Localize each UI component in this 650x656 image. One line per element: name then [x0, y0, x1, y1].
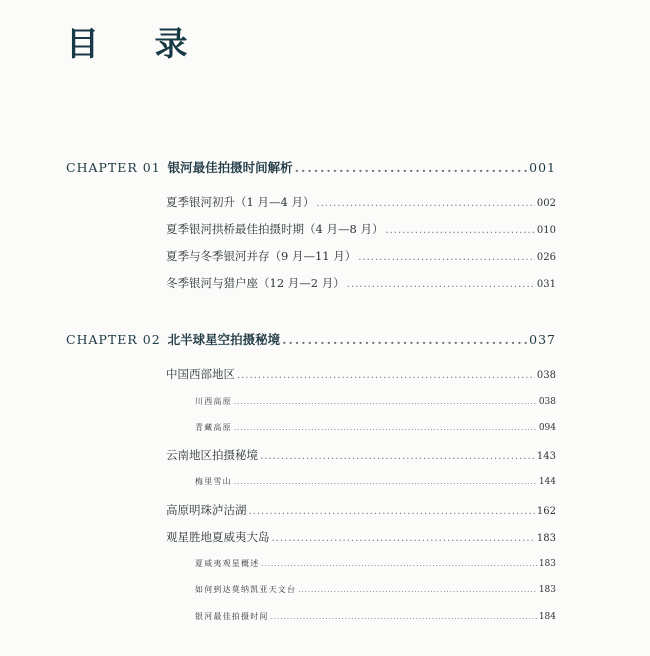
leader-dots: [234, 478, 537, 486]
leader-dots: [282, 332, 527, 347]
toc-subentry[interactable]: [195, 396, 556, 407]
leader-dots: [261, 560, 536, 568]
toc-entry-page: 143: [536, 451, 556, 462]
toc-entry-title: 夏季与冬季银河并存（9 月—11 月）: [166, 249, 357, 263]
toc-entry-title: 高原明珠泸沽湖: [166, 503, 247, 517]
toc-entry-title: 夏季银河初升（1 月—4 月）: [166, 195, 315, 209]
toc-subentry-page: 144: [538, 477, 556, 487]
toc-subentry-title: 川西高原: [195, 397, 232, 406]
toc-entry-title: 夏季银河拱桥最佳拍摄时期（4 月—8 月）: [166, 222, 384, 236]
toc-entry[interactable]: [166, 221, 556, 237]
toc-subentry[interactable]: [195, 558, 556, 569]
toc-subentry-title: 银河最佳拍摄时间: [195, 612, 269, 621]
toc-subentry-title: 青藏高原: [195, 423, 232, 432]
toc-entry[interactable]: [166, 248, 556, 264]
toc-entry-page: 162: [536, 506, 556, 517]
chapter-1-heading[interactable]: [66, 158, 556, 176]
toc-entry-page: 026: [536, 252, 556, 263]
leader-dots: [249, 506, 535, 517]
toc-entry-page: 038: [536, 370, 556, 381]
toc-subentry[interactable]: [195, 611, 556, 622]
leader-dots: [298, 586, 537, 594]
chapter-2-number: CHAPTER 02: [66, 332, 161, 347]
toc-entry[interactable]: [166, 502, 556, 518]
toc-subentry-title: 梅里雪山: [195, 477, 232, 486]
chapter-1-number: CHAPTER 01: [66, 160, 161, 175]
toc-entry[interactable]: [166, 275, 556, 291]
toc-subentry-page: 183: [538, 559, 556, 569]
leader-dots: [358, 252, 535, 263]
leader-dots: [347, 279, 535, 290]
leader-dots: [316, 198, 534, 209]
toc-subentry-page: 184: [538, 612, 556, 622]
toc-entry[interactable]: [166, 529, 556, 545]
toc-entry-page: 183: [536, 533, 556, 544]
leader-dots: [260, 451, 535, 462]
toc-entry-page: 031: [536, 279, 556, 290]
toc-entry[interactable]: [166, 447, 556, 463]
toc-entry-page: 002: [536, 198, 556, 209]
toc-entry-page: 010: [536, 225, 556, 236]
chapter-2-title: 北半球星空拍摄秘境: [167, 332, 281, 347]
leader-dots: [271, 613, 537, 621]
toc-subentry[interactable]: [195, 422, 556, 433]
leader-dots: [237, 370, 535, 381]
toc-entry[interactable]: [166, 366, 556, 382]
leader-dots: [272, 533, 535, 544]
page-title: 目 录: [66, 24, 210, 63]
toc-subentry[interactable]: [195, 476, 556, 487]
toc-entry-title: 观星胜地夏威夷大岛: [166, 530, 270, 544]
toc-entry-title: 冬季银河与猎户座（12 月—2 月）: [166, 276, 345, 290]
chapter-2-page: 037: [529, 332, 556, 347]
toc-entry[interactable]: [166, 194, 556, 210]
toc-subentry-title: 如何到达莫纳凯亚天文台: [195, 585, 297, 594]
toc-subentry[interactable]: [195, 584, 556, 595]
leader-dots: [295, 160, 527, 175]
toc-subentry-page: 038: [538, 397, 556, 407]
toc-subentry-title: 夏威夷观星概述: [195, 559, 260, 568]
leader-dots: [234, 424, 537, 432]
chapter-1-page: 001: [529, 160, 556, 175]
chapter-2-heading[interactable]: [66, 330, 556, 348]
toc-entry-title: 中国西部地区: [166, 367, 235, 381]
leader-dots: [385, 225, 534, 236]
leader-dots: [234, 398, 537, 406]
toc-subentry-page: 183: [538, 585, 556, 595]
chapter-1-title: 银河最佳拍摄时间解析: [167, 160, 293, 175]
toc-entry-title: 云南地区拍摄秘境: [166, 448, 258, 462]
toc-subentry-page: 094: [538, 423, 556, 433]
